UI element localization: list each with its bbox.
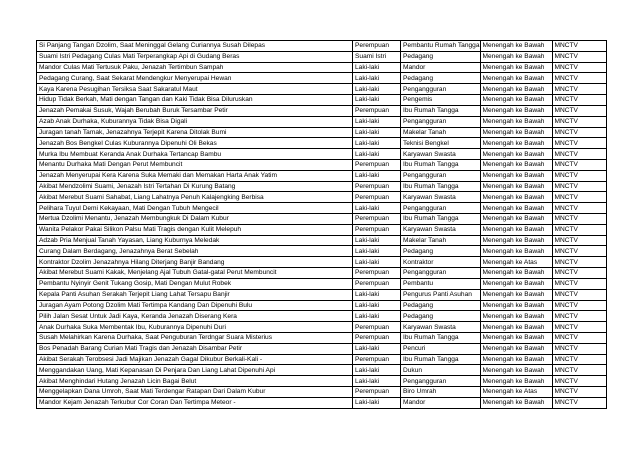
channel-cell: MNCTV [552, 289, 606, 300]
table-row [37, 116, 607, 127]
gender-cell: Laki-laki [353, 343, 401, 354]
title-cell: Pembantu Nyinyir Genit Tukang Gosip, Mati Dengan Mulut Robek [37, 278, 353, 289]
table-row [37, 311, 607, 322]
economic-class-cell: Menengah ke Bawah [480, 268, 552, 279]
economic-class-cell: Menengah ke Bawah [480, 62, 552, 73]
economic-class-cell: Menengah ke Bawah [480, 192, 552, 203]
channel-cell: MNCTV [552, 397, 606, 408]
channel-cell: MNCTV [552, 235, 606, 246]
table-row [37, 354, 607, 365]
economic-class-cell: Menengah ke Bawah [480, 235, 552, 246]
gender-cell: Laki-laki [353, 246, 401, 257]
title-cell: Akibat Serakah Terobsesi Jadi Majikan Jenazah Gagal Dikubur Berkali-Kali - [37, 354, 353, 365]
occupation-cell: Pengangguran [401, 376, 481, 387]
occupation-cell: Pengangguran [401, 268, 481, 279]
gender-cell: Laki-laki [353, 127, 401, 138]
channel-cell: MNCTV [552, 149, 606, 160]
economic-class-cell: Menengah ke Bawah [480, 311, 552, 322]
title-cell: Akibat Menghindari Hutang Jenazah Licin Bagai Belut [37, 376, 353, 387]
title-cell: Pelihara Tuyul Demi Kekayaan, Mati Dengan Tubuh Mengecil [37, 203, 353, 214]
economic-class-cell: Menengah ke Bawah [480, 289, 552, 300]
economic-class-cell: Menengah ke Bawah [480, 224, 552, 235]
table-row [37, 159, 607, 170]
occupation-cell: Ibu Rumah Tangga [401, 159, 481, 170]
channel-cell: MNCTV [552, 343, 606, 354]
title-cell: Mandor Culas Mati Tertusuk Paku, Jenazah Tertimbun Sampah [37, 62, 353, 73]
economic-class-cell: Menengah ke Bawah [480, 332, 552, 343]
table-row [37, 376, 607, 387]
table-row [37, 138, 607, 149]
channel-cell: MNCTV [552, 224, 606, 235]
channel-cell: MNCTV [552, 246, 606, 257]
economic-class-cell: Menengah ke Bawah [480, 181, 552, 192]
title-cell: Hidup Tidak Berkah, Mati dengan Tangan dan Kaki Tidak Bisa Diluruskan [37, 95, 353, 106]
channel-cell: MNCTV [552, 84, 606, 95]
occupation-cell: Makelar Tanah [401, 235, 481, 246]
table-row [37, 192, 607, 203]
table-row [37, 62, 607, 73]
gender-cell: Laki-laki [353, 365, 401, 376]
occupation-cell: Makelar Tanah [401, 127, 481, 138]
title-cell: Susah Melahirkan Karena Durhaka, Saat Penguburan Terdngar Suara Misterius [37, 332, 353, 343]
occupation-cell: Pengurus Panti Asuhan [401, 289, 481, 300]
gender-cell: Perempuan [353, 224, 401, 235]
gender-cell: Perempuan [353, 354, 401, 365]
table-row [37, 246, 607, 257]
channel-cell: MNCTV [552, 354, 606, 365]
table-row [37, 289, 607, 300]
gender-cell: Laki-laki [353, 311, 401, 322]
occupation-cell: Pengemis [401, 95, 481, 106]
table-row [37, 397, 607, 408]
title-cell: Suami Istri Pedagang Culas Mati Terperangkap Api di Gudang Beras [37, 51, 353, 62]
gender-cell: Perempuan [353, 214, 401, 225]
economic-class-cell: Menengah ke Bawah [480, 322, 552, 333]
title-cell: Menantu Durhaka Mati Dengan Perut Membuncit [37, 159, 353, 170]
table-row [37, 149, 607, 160]
economic-class-cell: Menengah ke Bawah [480, 116, 552, 127]
gender-cell: Perempuan [353, 181, 401, 192]
table-row [37, 84, 607, 95]
occupation-cell: Ibu Rumah Tangga [401, 105, 481, 116]
gender-cell: Laki-laki [353, 300, 401, 311]
gender-cell: Laki-laki [353, 62, 401, 73]
title-cell: Jenazah Menyerupai Kera Karena Suka Memaki dan Memakan Harta Anak Yatim [37, 170, 353, 181]
table-row [37, 235, 607, 246]
economic-class-cell: Menengah ke Bawah [480, 214, 552, 225]
economic-class-cell: Menengah ke Bawah [480, 138, 552, 149]
channel-cell: MNCTV [552, 51, 606, 62]
title-cell: Si Panjang Tangan Dzolim, Saat Meninggal Gelang Curiannya Susah Dilepas [37, 41, 353, 52]
gender-cell: Laki-laki [353, 84, 401, 95]
title-cell: Jenazah Bos Bengkel Culas Kuburannya Dipenuhi Oli Bekas [37, 138, 353, 149]
title-cell: Kontraktor Dzolim Jenazahnya Hilang Diterjang Banjir Bandang [37, 257, 353, 268]
table-row [37, 387, 607, 398]
occupation-cell: Teknisi Bengkel [401, 138, 481, 149]
gender-cell: Perempuan [353, 192, 401, 203]
table-row [37, 343, 607, 354]
channel-cell: MNCTV [552, 73, 606, 84]
title-cell: Menggandakan Uang, Mati Kepanasan Di Penjara Dan Liang Lahat Dipenuhi Api [37, 365, 353, 376]
table-row [37, 203, 607, 214]
gender-cell: Laki-laki [353, 235, 401, 246]
table-row [37, 51, 607, 62]
gender-cell: Perempuan [353, 387, 401, 398]
title-cell: Murka Ibu Membuat Keranda Anak Durhaka Tertancap Bambu [37, 149, 353, 160]
gender-cell: Laki-laki [353, 376, 401, 387]
gender-cell: Perempuan [353, 159, 401, 170]
table-body [37, 41, 607, 409]
economic-class-cell: Menengah ke Bawah [480, 397, 552, 408]
table-row [37, 105, 607, 116]
gender-cell: Perempuan [353, 322, 401, 333]
title-cell: Pilih Jalan Sesat Untuk Jadi Kaya, Keranda Jenazah Diserang Kera [37, 311, 353, 322]
economic-class-cell: Menengah ke Bawah [480, 170, 552, 181]
channel-cell: MNCTV [552, 332, 606, 343]
economic-class-cell: Menengah ke Bawah [480, 73, 552, 84]
gender-cell: Laki-laki [353, 138, 401, 149]
occupation-cell: Biro Umrah [401, 387, 481, 398]
table-row [37, 268, 607, 279]
economic-class-cell: Menengah ke Bawah [480, 365, 552, 376]
channel-cell: MNCTV [552, 203, 606, 214]
table-row [37, 278, 607, 289]
gender-cell: Perempuan [353, 105, 401, 116]
gender-cell: Laki-laki [353, 73, 401, 84]
title-cell: Wanita Pelakor Pakai Silikon Palsu Mati Tragis dengan Kulit Melepuh [37, 224, 353, 235]
title-cell: Bos Penadah Barang Curian Mati Tragis dan Jenazah Disambar Petir [37, 343, 353, 354]
channel-cell: MNCTV [552, 387, 606, 398]
economic-class-cell: Menengah ke Bawah [480, 203, 552, 214]
channel-cell: MNCTV [552, 192, 606, 203]
occupation-cell: Pembantu Rumah Tangga [401, 41, 481, 52]
title-cell: Curang Dalam Berdagang, Jenazahnya Berat Sebelah [37, 246, 353, 257]
channel-cell: MNCTV [552, 181, 606, 192]
channel-cell: MNCTV [552, 159, 606, 170]
table-row [37, 73, 607, 84]
occupation-cell: Pengangguran [401, 84, 481, 95]
occupation-cell: Pembantu [401, 278, 481, 289]
occupation-cell: Karyawan Swasta [401, 322, 481, 333]
economic-class-cell: Menengah ke Bawah [480, 149, 552, 160]
table-row [37, 214, 607, 225]
channel-cell: MNCTV [552, 278, 606, 289]
channel-cell: MNCTV [552, 214, 606, 225]
table-row [37, 181, 607, 192]
channel-cell: MNCTV [552, 268, 606, 279]
occupation-cell: Ibu Rumah Tangga [401, 181, 481, 192]
title-cell: Mandor Kejam Jenazah Terkubur Cor Coran Dan Tertimpa Meteor - [37, 397, 353, 408]
gender-cell: Laki-laki [353, 289, 401, 300]
title-cell: Juragan Ayam Potong Dzolim Mati Tertimpa Kandang Dan Dipenuhi Bulu [37, 300, 353, 311]
channel-cell: MNCTV [552, 311, 606, 322]
title-cell: Azab Anak Durhaka, Kuburannya Tidak Bisa Digali [37, 116, 353, 127]
economic-class-cell: Menengah ke Bawah [480, 159, 552, 170]
economic-class-cell: Menengah ke Bawah [480, 246, 552, 257]
title-cell: Kaya Karena Pesugihan Tersiksa Saat Sakaratul Maut [37, 84, 353, 95]
title-cell: Jenazah Pemakai Susuk, Wajah Berubah Buruk Tersambar Petir [37, 105, 353, 116]
table-row [37, 322, 607, 333]
title-cell: Akibat Merebut Suami Kakak, Menjelang Ajal Tubuh Gatal-gatal Perut Membuncit [37, 268, 353, 279]
channel-cell: MNCTV [552, 127, 606, 138]
title-cell: Pedagang Curang, Saat Sekarat Mendengkur Menyerupai Hewan [37, 73, 353, 84]
gender-cell: Laki-laki [353, 95, 401, 106]
table-row [37, 300, 607, 311]
occupation-cell: Ibu Rumah Tangga [401, 354, 481, 365]
gender-cell: Perempuan [353, 41, 401, 52]
economic-class-cell: Menengah ke Bawah [480, 84, 552, 95]
occupation-cell: Mandor [401, 397, 481, 408]
channel-cell: MNCTV [552, 322, 606, 333]
economic-class-cell: Menengah ke Bawah [480, 278, 552, 289]
gender-cell: Suami Istri [353, 51, 401, 62]
occupation-cell: Karyawan Swasta [401, 192, 481, 203]
occupation-cell: Ibu Rumah Tangga [401, 214, 481, 225]
table-row [37, 332, 607, 343]
table-row [37, 41, 607, 52]
economic-class-cell: Menengah ke Bawah [480, 41, 552, 52]
economic-class-cell: Menengah ke Bawah [480, 105, 552, 116]
channel-cell: MNCTV [552, 365, 606, 376]
occupation-cell: Pedagang [401, 311, 481, 322]
economic-class-cell: Menengah ke Bawah [480, 376, 552, 387]
gender-cell: Laki-laki [353, 203, 401, 214]
table-row [37, 95, 607, 106]
occupation-cell: Pedagang [401, 51, 481, 62]
title-cell: Adzab Pria Menjual Tanah Yayasan, Liang Kuburnya Meledak [37, 235, 353, 246]
occupation-cell: Pengangguran [401, 170, 481, 181]
channel-cell: MNCTV [552, 376, 606, 387]
economic-class-cell: Menengah ke Bawah [480, 95, 552, 106]
channel-cell: MNCTV [552, 257, 606, 268]
gender-cell: Perempuan [353, 268, 401, 279]
table-row [37, 224, 607, 235]
gender-cell: Laki-laki [353, 397, 401, 408]
occupation-cell: Pedagang [401, 73, 481, 84]
occupation-cell: Mandor [401, 62, 481, 73]
table-row [37, 170, 607, 181]
economic-class-cell: Menengah ke Atas [480, 257, 552, 268]
channel-cell: MNCTV [552, 116, 606, 127]
title-cell: Anak Durhaka Suka Membentak Ibu, Kuburannya Dipenuhi Duri [37, 322, 353, 333]
occupation-cell: Ibu Rumah Tangga [401, 332, 481, 343]
occupation-cell: Karyawan Swasta [401, 149, 481, 160]
title-cell: Juragan tanah Tamak, Jenazahnya Terjepit Karena Ditolak Bumi [37, 127, 353, 138]
channel-cell: MNCTV [552, 41, 606, 52]
data-table [36, 40, 607, 409]
occupation-cell: Pengangguran [401, 116, 481, 127]
economic-class-cell: Menengah ke Bawah [480, 354, 552, 365]
gender-cell: Laki-laki [353, 149, 401, 160]
channel-cell: MNCTV [552, 170, 606, 181]
occupation-cell: Dukun [401, 365, 481, 376]
title-cell: Menggelapkan Dana Umroh, Saat Mati Terdengar Ratapan Dari Dalam Kubur [37, 387, 353, 398]
table-row [37, 127, 607, 138]
occupation-cell: Kontraktor [401, 257, 481, 268]
table-row [37, 257, 607, 268]
table-row [37, 365, 607, 376]
title-cell: Kepala Panti Asuhan Serakah Terjepit Liang Lahat Tersapu Banjir [37, 289, 353, 300]
channel-cell: MNCTV [552, 95, 606, 106]
occupation-cell: Pencuri [401, 343, 481, 354]
gender-cell: Laki-laki [353, 116, 401, 127]
title-cell: Akibat Merebut Suami Sahabat, Liang Lahatnya Penuh Kalajengking Berbisa [37, 192, 353, 203]
economic-class-cell: Menengah ke Bawah [480, 300, 552, 311]
occupation-cell: Pedagang [401, 246, 481, 257]
economic-class-cell: Menengah ke Bawah [480, 51, 552, 62]
economic-class-cell: Menengah ke Atas [480, 387, 552, 398]
channel-cell: MNCTV [552, 138, 606, 149]
title-cell: Akibat Mendzolimi Suami, Jenazah Istri Tertahan Di Kurung Batang [37, 181, 353, 192]
channel-cell: MNCTV [552, 300, 606, 311]
gender-cell: Perempuan [353, 332, 401, 343]
gender-cell: Laki-laki [353, 257, 401, 268]
gender-cell: Laki-laki [353, 170, 401, 181]
occupation-cell: Pengangguran [401, 203, 481, 214]
occupation-cell: Pedagang [401, 300, 481, 311]
gender-cell: Perempuan [353, 278, 401, 289]
economic-class-cell: Menengah ke Bawah [480, 343, 552, 354]
occupation-cell: Karyawan Swasta [401, 224, 481, 235]
channel-cell: MNCTV [552, 62, 606, 73]
economic-class-cell: Menengah ke Bawah [480, 127, 552, 138]
channel-cell: MNCTV [552, 105, 606, 116]
title-cell: Mertua Dzolimi Menantu, Jenazah Membungkuk Di Dalam Kubur [37, 214, 353, 225]
